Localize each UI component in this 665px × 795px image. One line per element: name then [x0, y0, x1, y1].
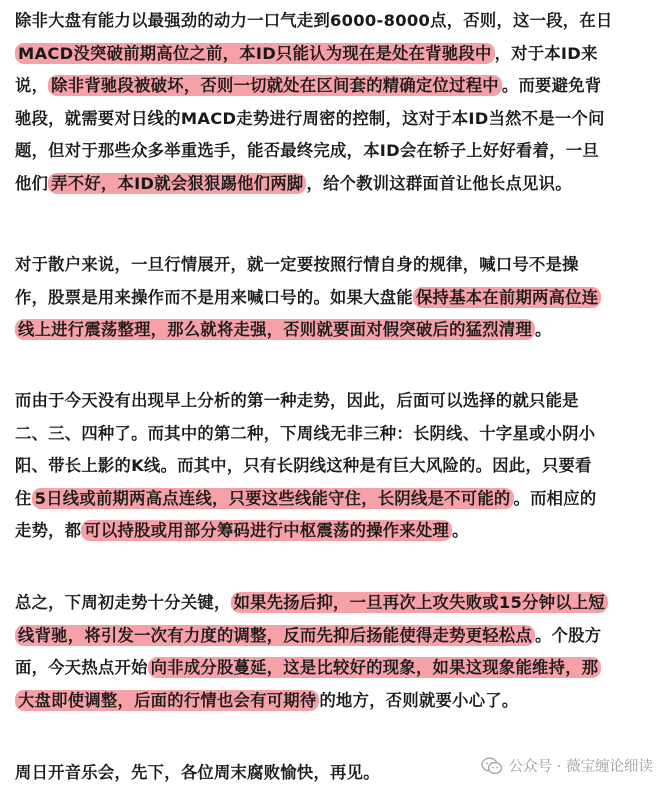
text-segment: 驰段，就需要对日线的MACD走势进行周密的控制，这对于本ID当然不是一个问 — [15, 108, 605, 128]
paragraph-3 — [0, 385, 665, 548]
text-line — [0, 385, 665, 418]
text-segment: 除非大盘有能力以最强劲的动力一口气走到6000-8000点，否则，这一段，在日 — [15, 11, 613, 30]
highlighted-text: 大盘即使调整，后面的行情也会有可期待 — [15, 690, 319, 711]
text-line — [0, 314, 665, 347]
text-line — [0, 418, 665, 451]
text-segment: 。而相应的 — [513, 488, 597, 508]
text-line — [0, 5, 665, 38]
text-segment: ，对于本ID来 — [494, 43, 598, 63]
text-line — [0, 38, 665, 71]
highlighted-text: 5日线或前期两高点连线，只要这些线能守住，长阴线是不可能的 — [32, 488, 514, 509]
text-segment: 作，股票是用来操作而不是用来喊口号的。如果大盘能 — [15, 287, 413, 307]
text-segment: 题，但对于那些众多举重选手，能否最终完成，本ID会在轿子上好好看着，一旦 — [15, 141, 599, 160]
watermark-text: 公众号 · 薇宝缠论细读 — [508, 759, 653, 775]
text-segment: 。 — [535, 320, 552, 339]
text-segment: 的地方，否则就要小心了。 — [319, 690, 519, 710]
text-segment: 对于散户来说，一旦行情展开，就一定要按照行情自身的规律，喊口号不是操 — [15, 255, 579, 274]
highlighted-text: MACD没突破前期高位之前，本ID只能认为现在是处在背驰段中 — [15, 43, 495, 64]
highlighted-text: 向非成分股蔓延，这是比较好的现象，如果这现象能维持，那 — [148, 657, 602, 678]
highlighted-text: 线背驰，将引发一次有力度的调整，反而先抑后扬能使得走势更轻松点 — [15, 625, 535, 646]
text-line — [0, 685, 665, 718]
highlighted-text: 除非背驰段被破坏，否则一切就处在区间套的精确定位过程中 — [48, 75, 502, 96]
text-segment: 阳、带长上影的K线。而其中，只有长阴线这种是有巨大风险的。因此，只要看 — [15, 456, 592, 475]
highlighted-text: 保持基本在前期两高位连 — [413, 287, 601, 308]
text-segment: 说， — [15, 76, 49, 95]
text-segment: 面，今天热点开始 — [15, 658, 148, 677]
wechat-watermark — [481, 755, 653, 776]
text-segment: 。 — [452, 521, 469, 540]
paragraph-4 — [0, 587, 665, 717]
text-line — [0, 652, 665, 685]
highlighted-text: 线上进行震荡整理，那么就将走强，否则就要面对假突破后的猛烈清理 — [15, 319, 535, 340]
text-line — [0, 483, 665, 516]
text-segment: 走势，都 — [15, 521, 82, 540]
text-line — [0, 515, 665, 548]
text-segment: 总之，下周初走势十分关键， — [15, 593, 231, 612]
text-segment: 而由于今天没有出现早上分析的第一种走势，因此，后面可以选择的就只能是 — [15, 391, 579, 410]
text-segment: 。个股方 — [535, 625, 602, 645]
text-line — [0, 103, 665, 136]
text-segment: 他们 — [15, 173, 49, 193]
text-segment: 住 — [15, 488, 32, 508]
text-line — [0, 70, 665, 103]
text-line — [0, 135, 665, 168]
paragraph-1 — [0, 5, 665, 200]
text-line — [0, 450, 665, 483]
text-segment: 二、三、四种了。而其中的第二种，下周线无非三种：长阴线、十字星或小阴小 — [15, 423, 596, 443]
highlighted-text: 可以持股或用部分筹码进行中枢震荡的操作来处理 — [81, 520, 452, 541]
highlighted-text: 如果先扬后抑，一旦再次上攻失败或15分钟以上短 — [231, 592, 608, 613]
text-line — [0, 620, 665, 653]
text-line — [0, 282, 665, 315]
text-line — [0, 587, 665, 620]
paragraph-2 — [0, 249, 665, 347]
text-segment: ，给个教训这群面首让他长点见识。 — [306, 173, 572, 193]
text-line — [0, 249, 665, 282]
highlighted-text: 弄不好，本ID就会狠狠踢他们两脚 — [48, 173, 306, 194]
text-segment: 。而要避免背 — [501, 76, 602, 95]
text-segment: 周日开音乐会，先下，各位周末腐败愉快，再见。 — [15, 763, 380, 782]
text-line — [0, 168, 665, 201]
wechat-icon — [481, 757, 503, 775]
